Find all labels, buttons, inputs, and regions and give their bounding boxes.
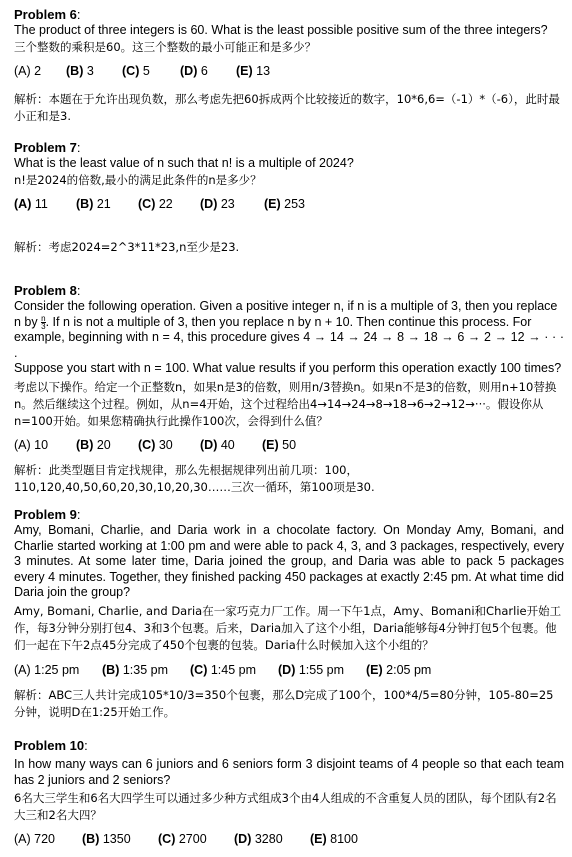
problem-title: Problem 7: xyxy=(14,140,81,155)
problem-text-english: In how many ways can 6 juniors and 6 seniors form 3 disjoint teams of 4 people so that each team has 2 juniors and 2 seniors? xyxy=(14,757,564,787)
problem-text-chinese: Amy, Bomani, Charlie, and Daria在一家巧克力厂工作。周一下午1点，Amy、Bomani和Charlie开始工作，每3分钟分别打包4、3和3个包裹。后来，Daria加入了这个小组，Daria能够每4分钟打包5个包裹。他们一起在下午2点45分完成了450个包裹的包装。Daria什么时候加入这个小组的？ xyxy=(14,603,562,652)
choice-b: (B) 3 xyxy=(66,63,94,78)
answer-choices xyxy=(14,437,564,454)
answer-choices xyxy=(14,831,564,848)
choice-a: (A) 1:25 pm xyxy=(14,662,80,677)
choice-d: (D) 3280 xyxy=(234,832,283,846)
solution-text: 解析：考虑2024=2^3*11*23,n至少是23. xyxy=(14,239,240,254)
choice-a: (A) 720 xyxy=(14,832,56,846)
answer-choices xyxy=(14,196,564,213)
problem-title: Problem 9: xyxy=(14,507,81,522)
problem-title: Problem 8: xyxy=(14,283,81,298)
problem-text-chinese: 三个整数的乘积是60。这三个整数的最小可能正和是多少？ xyxy=(14,39,317,54)
problem-text-english-line: example, beginning with n = 4, this procedure gives 4 → 14 → 24 → 8 → 18 → 6 → 2 → 12 → · · · . xyxy=(14,330,564,360)
answer-choices xyxy=(14,63,564,80)
choice-c: (C) 2700 xyxy=(158,832,207,846)
choice-e: (E) 13 xyxy=(236,63,271,78)
problem-text-english-line: n by $\frac{n}{3}$ . If n is not a multiple of 3, then you replace n by n + 10. Then continue this process. For xyxy=(14,313,532,331)
problem-8 xyxy=(14,282,564,496)
choice-b: (B) 1:35 pm xyxy=(102,662,169,677)
problem-title: Problem 6: xyxy=(14,7,81,22)
problem-10 xyxy=(14,737,564,848)
choice-e: (E) 50 xyxy=(262,437,297,452)
choice-e: (E) 253 xyxy=(264,196,306,211)
problem-text-chinese: 考虑以下操作。给定一个正整数n，如果n是3的倍数，则用n/3替换n。如果n不是3的倍数，则用n+10替换n。然后继续这个过程。例如，从n=4开始，这个过程给出4→14→24→8→18→6→2→12→···。假设你从n=100开始。如果您精确执行此操作100次，会得到什么值？ xyxy=(14,379,557,428)
choice-c: (C) 5 xyxy=(122,63,150,78)
choice-a: (A) 10 xyxy=(14,437,49,452)
choice-d: (D) 1:55 pm xyxy=(278,662,345,677)
fraction-n-over-3: $\frac{n}{3}$ xyxy=(41,313,46,331)
choice-d: (D) 23 xyxy=(200,196,235,211)
choice-a: (A) 2 xyxy=(14,63,42,78)
problem-9 xyxy=(14,506,564,721)
solution-text: 解析：本题在于允许出现负数，那么考虑先把60拆成两个比较接近的数字，10*6,6=（-1）*（-6），此时最小正和是3. xyxy=(14,91,560,123)
problem-7 xyxy=(14,139,564,256)
solution-text: 解析：此类型题目肯定找规律，那么先根据规律列出前几项：100，110,120,40,50,60,20,30,10,20,30……三次一循环，第100项是30. xyxy=(14,462,375,494)
problem-text-chinese: 6名大三学生和6名大四学生可以通过多少种方式组成3个由4人组成的不含重复人员的团队，每个团队有2名大三和2名大四？ xyxy=(14,791,557,822)
problem-text-english: The product of three integers is 60. What is the least possible positive sum of the three integers? xyxy=(14,23,548,37)
choice-e: (E) 8100 xyxy=(310,832,358,846)
choice-b: (B) 20 xyxy=(76,437,111,452)
choice-a: (A) 11 xyxy=(14,196,48,211)
problem-title: Problem 10: xyxy=(14,738,88,753)
choice-d: (D) 6 xyxy=(180,63,208,78)
solution-text: 解析：ABC三人共计完成105*10/3=350个包裹，那么D完成了100个，100*4/5=80分钟，105-80=25分钟，说明D在1:25开始工作。 xyxy=(14,687,554,719)
choice-b: (B) 21 xyxy=(76,196,111,211)
problem-text-english: Amy, Bomani, Charlie, and Daria work in a chocolate factory. On Monday Amy, Bomani, and Charlie started working at 1:00 pm and were able to pack 4, 3, and 3 packages, respectively, every 3 minutes. At some later time, Daria joined the group, and Daria was able to pack 5 packages every 4 minutes. Together, they finished packing 450 packages at exactly 2:45 pm. At what time did Daria join the group? xyxy=(14,523,564,599)
choice-e: (E) 2:05 pm xyxy=(366,662,432,677)
choice-d: (D) 40 xyxy=(200,437,235,452)
choice-c: (C) 30 xyxy=(138,437,173,452)
choice-c: (C) 1:45 pm xyxy=(190,662,257,677)
answer-choices xyxy=(14,662,564,679)
problem-text-english-line: Suppose you start with n = 100. What value results if you perform this operation exactly 100 times? xyxy=(14,361,562,375)
problem-text-english: What is the least value of n such that n! is a multiple of 2024? xyxy=(14,156,354,170)
problem-text-chinese: n!是2024的倍数,最小的满足此条件的n是多少？ xyxy=(14,172,262,187)
problem-6 xyxy=(14,6,564,125)
choice-b: (B) 1350 xyxy=(82,832,131,846)
choice-c: (C) 22 xyxy=(138,196,173,211)
problem-text-english-line: Consider the following operation. Given a positive integer n, if n is a multiple of 3, then you replace xyxy=(14,299,558,313)
